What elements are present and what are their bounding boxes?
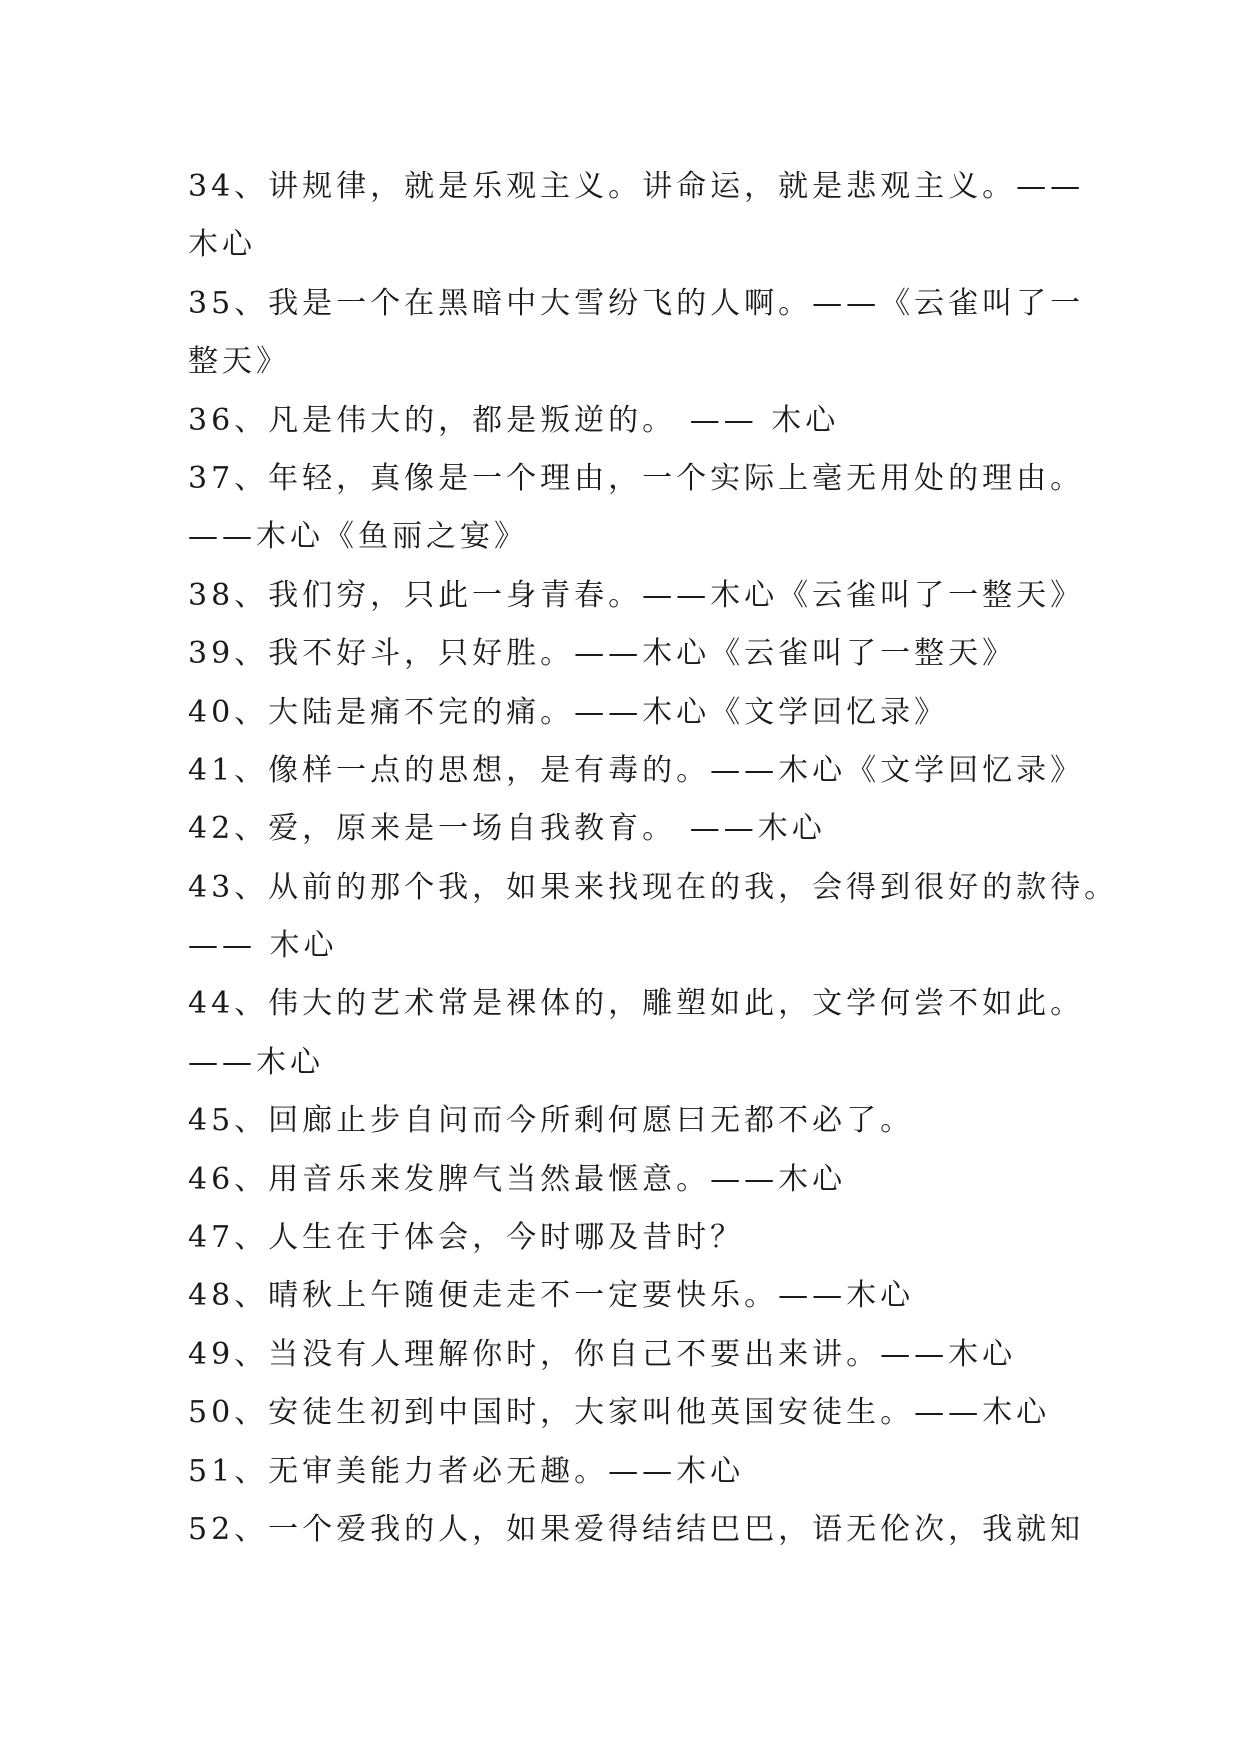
document-body <box>188 158 1119 1559</box>
text-line: 48、晴秋上午随便走走不一定要快乐。——木心 <box>188 1278 915 1314</box>
text-line: ——木心 <box>188 1044 324 1080</box>
text-line: 37、年轻，真像是一个理由，一个实际上毫无用处的理由。 <box>188 460 1085 496</box>
text-line: 42、爱，原来是一场自我教育。 ——木心 <box>188 811 826 847</box>
text-line: 36、凡是伟大的，都是叛逆的。 —— 木心 <box>188 402 840 438</box>
text-line: 35、我是一个在黑暗中大雪纷飞的人啊。——《云雀叫了一 <box>188 285 1085 321</box>
text-line: 整天》 <box>188 344 290 380</box>
text-line: 46、用音乐来发脾气当然最惬意。——木心 <box>188 1161 847 1197</box>
text-line: 52、一个爱我的人，如果爱得结结巴巴，语无伦次，我就知 <box>188 1511 1085 1547</box>
text-line: 38、我们穷，只此一身青春。——木心《云雀叫了一整天》 <box>188 577 1085 613</box>
text-line: 50、安徒生初到中国时，大家叫他英国安徒生。——木心 <box>188 1395 1051 1431</box>
text-line: 43、从前的那个我，如果来找现在的我，会得到很好的款待。 <box>188 869 1119 905</box>
text-line: 44、伟大的艺术常是裸体的，雕塑如此，文学何尝不如此。 <box>188 986 1085 1022</box>
text-line: 51、无审美能力者必无趣。——木心 <box>188 1453 745 1489</box>
text-line: 45、回廊止步自问而今所剩何愿曰无都不必了。 <box>188 1103 915 1139</box>
text-line: 40、大陆是痛不完的痛。——木心《文学回忆录》 <box>188 694 949 730</box>
text-line: 39、我不好斗，只好胜。——木心《云雀叫了一整天》 <box>188 636 1017 672</box>
text-line: 木心 <box>188 227 256 263</box>
text-line: 49、当没有人理解你时，你自己不要出来讲。——木心 <box>188 1336 1017 1372</box>
text-line: 34、讲规律，就是乐观主义。讲命运，就是悲观主义。—— <box>188 169 1085 204</box>
text-line: ——木心《鱼丽之宴》 <box>188 519 528 555</box>
text-line: 47、人生在于体会，今时哪及昔时？ <box>188 1220 745 1256</box>
text-line: 41、像样一点的思想，是有毒的。——木心《文学回忆录》 <box>188 752 1085 788</box>
text-line: —— 木心 <box>188 928 338 964</box>
